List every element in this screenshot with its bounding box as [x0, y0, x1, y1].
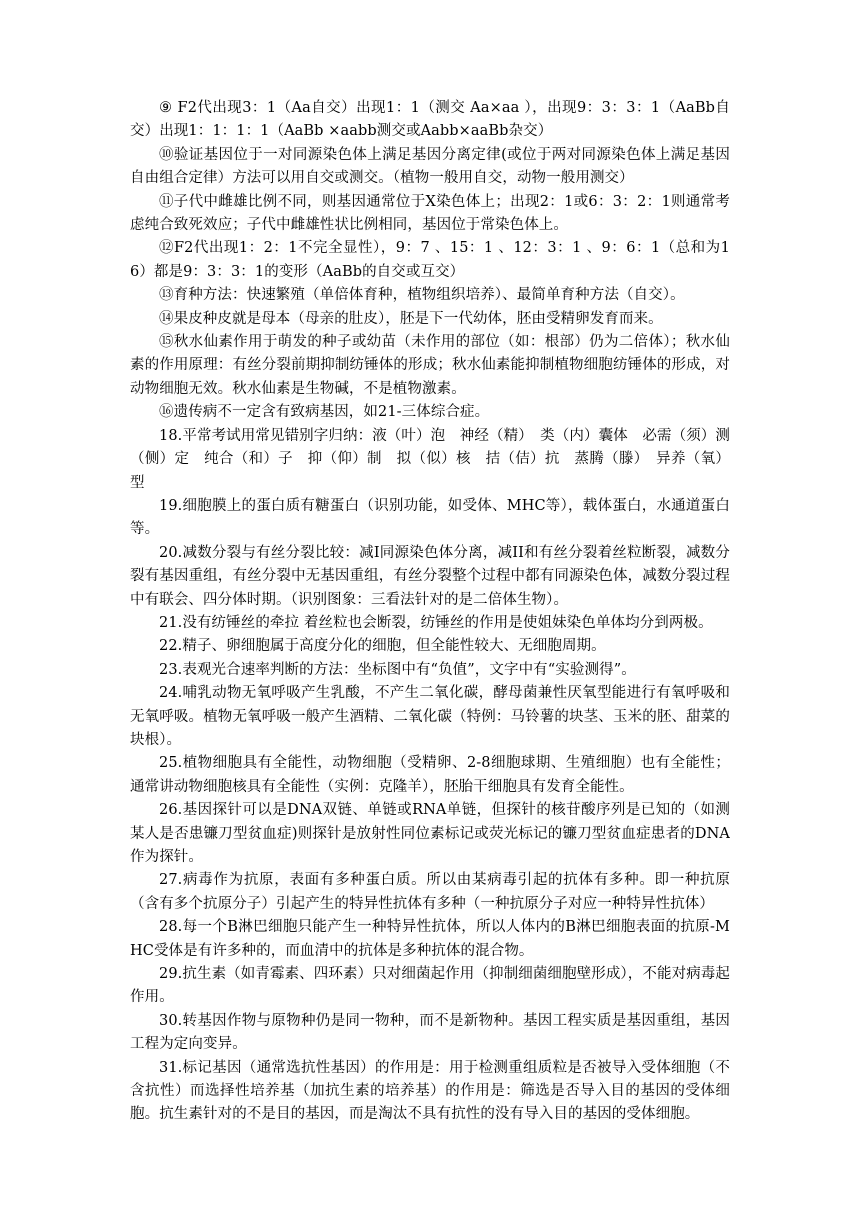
- paragraph-item-31: 31.标记基因（通常选抗性基因）的作用是：用于检测重组质粒是否被导入受体细胞（不含抗性）而选择性培养基（加抗生素的培养基）的作用是：筛选是否导入目的基因的受体细胞。抗生素针对的不是目的基因，而是淘汰不具有抗性的没有导入目的基因的受体细胞。: [130, 1059, 730, 1123]
- paragraph-item-23: 23.表观光合速率判断的方法：坐标图中有“负值”，文字中有“实验测得”。: [159, 661, 636, 678]
- paragraph-item-25: 25.植物细胞具有全能性，动物细胞（受精卵、2-8细胞球期、生殖细胞）也有全能性；通常讲动物细胞核具有全能性（实例：克隆羊），胚胎干细胞具有发育全能性。: [130, 755, 730, 795]
- paragraph-item-28: 28.每一个B淋巴细胞只能产生一种特异性抗体，所以人体内的B淋巴细胞表面的抗原-MHC受体是有许多种的，而血清中的抗体是多种抗体的混合物。: [130, 919, 730, 959]
- document-body: [130, 97, 730, 1127]
- paragraph-13: ⑬育种方法：快速繁殖（单倍体育种，植物组织培养）、最简单育种方法（自交）。: [159, 287, 685, 304]
- paragraph-item-19: 19.细胞膜上的蛋白质有糖蛋白（识别功能，如受体、MHC等），载体蛋白，水通道蛋白等。: [130, 497, 730, 538]
- paragraph-item-27: 27.病毒作为抗原，表面有多种蛋白质。所以由某病毒引起的抗体有多种。即一种抗原（含有多个抗原分子）引起产生的特异性抗体有多种（一种抗原分子对应一种特异性抗体）: [130, 872, 730, 912]
- paragraph-item-21: 21.没有纺锤丝的牵拉 着丝粒也会断裂，纺锤丝的作用是使姐妹染色单体均分到两极。: [159, 614, 713, 631]
- paragraph-15: ⑮秋水仙素作用于萌发的种子或幼苗（未作用的部位（如：根部）仍为二倍体）；秋水仙素的作用原理：有丝分裂前期抑制纺锤体的形成；秋水仙素能抑制植物细胞纺锤体的形成，对动物细胞无效。秋水仙素是生物碱，不是植物激素。: [130, 334, 730, 397]
- paragraph-9: ⑨ F2代出现3：1（Aa自交）出现1：1（测交 Aa×aa ），出现9：3：3：1（AaBb自交）出现1：1：1：1（AaBb ×aabb测交或Aabb×aaBb杂交）: [130, 100, 730, 140]
- paragraph-item-26: 26.基因探针可以是DNA双链、单链或RNA单链，但探针的核苷酸序列是已知的（如测某人是否患镰刀型贫血症)则探针是放射性同位素标记或荧光标记的镰刀型贫血症患者的DNA作为探针。: [130, 802, 730, 865]
- paragraph-12: ⑫F2代出现1：2：1不完全显性），9：7 、15：1 、12：3：1 、9：6：1（总和为16）都是9：3：3：1的变形（AaBb的自交或互交）: [130, 240, 730, 280]
- paragraph-14: ⑭果皮种皮就是母本（母亲的肚皮），胚是下一代幼体，胚由受精卵发育而来。: [159, 310, 663, 327]
- paragraph-item-22: 22.精子、卵细胞属于高度分化的细胞，但全能性较大、无细胞周期。: [159, 638, 606, 655]
- paragraph-10: ⑩验证基因位于一对同源染色体上满足基因分离定律(或位于两对同源染色体上满足基因自由组合定律）方法可以用自交或测交。（植物一般用自交，动物一般用测交）: [130, 146, 730, 187]
- paragraph-item-30: 30.转基因作物与原物种仍是同一物种，而不是新物种。基因工程实质是基因重组，基因工程为定向变异。: [130, 1012, 730, 1053]
- paragraph-item-29: 29.抗生素（如青霉素、四环素）只对细菌起作用（抑制细菌细胞壁形成），不能对病毒起作用。: [130, 966, 730, 1006]
- paragraph-item-24: 24.哺乳动物无氧呼吸产生乳酸，不产生二氧化碳，酵母菌兼性厌氧型能进行有氧呼吸和无氧呼吸。植物无氧呼吸一般产生酒精、二氧化碳（特例：马铃薯的块茎、玉米的胚、甜菜的块根）。: [130, 685, 730, 748]
- paragraph-16: ⑯遗传病不一定含有致病基因，如21-三体综合症。: [159, 404, 490, 421]
- paragraph-item-20: 20.减数分裂与有丝分裂比较：减I同源染色体分离，减II和有丝分裂着丝粒断裂，减数分裂有基因重组，有丝分裂中无基因重组，有丝分裂整个过程中都有同源染色体，减数分裂过程中有联会、四分体时期。（识别图象：三看法针对的是二倍体生物）。: [130, 544, 730, 608]
- paragraph-item-18: 18.平常考试用常见错别字归纳：液（叶）泡 神经（精） 类（内）囊体 必需（须）测（侧）定 纯合（和）子 抑（仰）制 拟（似）核 拮（佶）抗 蒸腾（滕） 异养（氧）型: [130, 427, 730, 491]
- paragraph-11: ⑪子代中雌雄比例不同，则基因通常位于X染色体上；出现2：1或6：3：2：1则通常考虑纯合致死效应；子代中雌雄性状比例相同，基因位于常染色体上。: [130, 193, 730, 234]
